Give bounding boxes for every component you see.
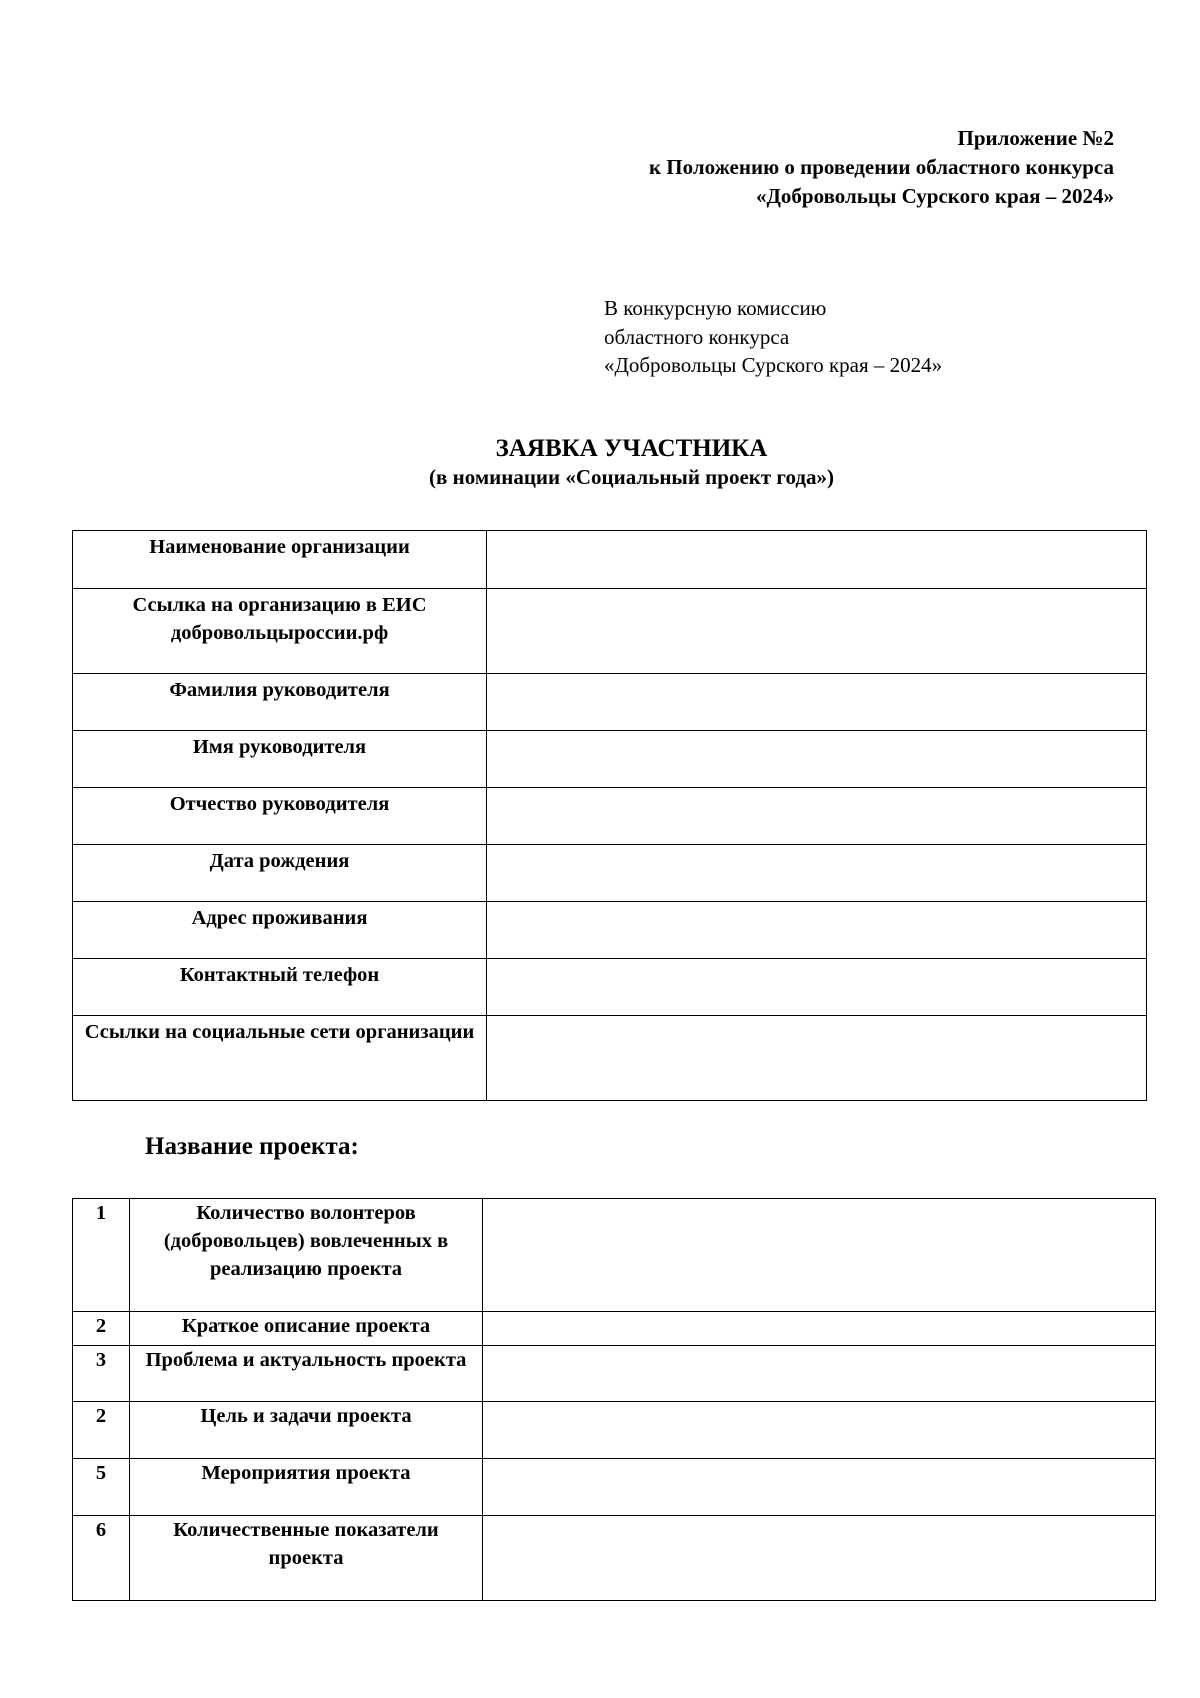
field-label-quantitative-indicators: Количественные показатели проекта xyxy=(130,1516,483,1601)
field-label-surname: Фамилия руководителя xyxy=(73,674,487,731)
field-label-first-name: Имя руководителя xyxy=(73,731,487,788)
organization-table xyxy=(72,530,1147,1101)
field-input-goals-tasks[interactable] xyxy=(483,1402,1156,1459)
field-label-patronymic: Отчество руководителя xyxy=(73,788,487,845)
table-row xyxy=(73,1459,1156,1516)
field-input-phone[interactable] xyxy=(487,959,1147,1016)
field-input-social-links[interactable] xyxy=(487,1016,1147,1101)
table-row xyxy=(73,531,1147,589)
recipient-block xyxy=(604,294,942,380)
table-row xyxy=(73,959,1147,1016)
appendix-contest-name: «Добровольцы Сурского края – 2024» xyxy=(755,184,1114,208)
table-row xyxy=(73,1312,1156,1346)
title-main: ЗАЯВКА УЧАСТНИКА xyxy=(495,435,768,462)
appendix-number: Приложение №2 xyxy=(957,126,1114,150)
table-row xyxy=(73,731,1147,788)
field-label-org-name: Наименование организации xyxy=(73,531,487,589)
row-number: 3 xyxy=(73,1346,130,1402)
appendix-header xyxy=(649,124,1114,211)
table-row xyxy=(73,589,1147,674)
field-label-org-link: Ссылка на организацию в ЕИС добровольцыроссии.рф xyxy=(73,589,487,674)
recipient-line-1: В конкурсную комиссию xyxy=(604,296,827,320)
field-label-problem-relevance: Проблема и актуальность проекта xyxy=(130,1346,483,1402)
table-row xyxy=(73,1346,1156,1402)
row-number: 1 xyxy=(73,1199,130,1312)
table-row xyxy=(73,674,1147,731)
row-number: 6 xyxy=(73,1516,130,1601)
field-label-volunteer-count: Количество волонтеров (добровольцев) вовлеченных в реализацию проекта xyxy=(130,1199,483,1312)
table-row xyxy=(73,1516,1156,1601)
field-label-phone: Контактный телефон xyxy=(73,959,487,1016)
table-row xyxy=(73,902,1147,959)
appendix-reference: к Положению о проведении областного конкурса xyxy=(648,155,1114,179)
field-label-goals-tasks: Цель и задачи проекта xyxy=(130,1402,483,1459)
field-input-birth-date[interactable] xyxy=(487,845,1147,902)
field-input-address[interactable] xyxy=(487,902,1147,959)
field-label-social-links: Ссылки на социальные сети организации xyxy=(73,1016,487,1101)
recipient-line-2: областного конкурса xyxy=(604,324,790,349)
table-row xyxy=(73,788,1147,845)
field-label-short-description: Краткое описание проекта xyxy=(130,1312,483,1346)
field-label-address: Адрес проживания xyxy=(73,902,487,959)
recipient-line-3: «Добровольцы Сурского края – 2024» xyxy=(604,353,943,377)
table-row xyxy=(73,1402,1156,1459)
table-row xyxy=(73,845,1147,902)
field-input-surname[interactable] xyxy=(487,674,1147,731)
field-label-activities: Мероприятия проекта xyxy=(130,1459,483,1516)
row-number: 5 xyxy=(73,1459,130,1516)
table-row xyxy=(73,1016,1147,1101)
row-number: 2 xyxy=(73,1312,130,1346)
project-table xyxy=(72,1198,1156,1601)
row-number: 2 xyxy=(73,1402,130,1459)
field-label-birth-date: Дата рождения xyxy=(73,845,487,902)
field-input-volunteer-count[interactable] xyxy=(483,1199,1156,1312)
field-input-short-description[interactable] xyxy=(483,1312,1156,1346)
field-input-org-name[interactable] xyxy=(487,531,1147,589)
document-title xyxy=(0,433,1200,491)
field-input-first-name[interactable] xyxy=(487,731,1147,788)
field-input-patronymic[interactable] xyxy=(487,788,1147,845)
field-input-org-link[interactable] xyxy=(487,589,1147,674)
field-input-quantitative-indicators[interactable] xyxy=(483,1516,1156,1601)
field-input-activities[interactable] xyxy=(483,1459,1156,1516)
project-title-label: Название проекта: xyxy=(145,1133,359,1160)
field-input-problem-relevance[interactable] xyxy=(483,1346,1156,1402)
title-subtitle: (в номинации «Социальный проект года») xyxy=(429,465,834,489)
table-row xyxy=(73,1199,1156,1312)
